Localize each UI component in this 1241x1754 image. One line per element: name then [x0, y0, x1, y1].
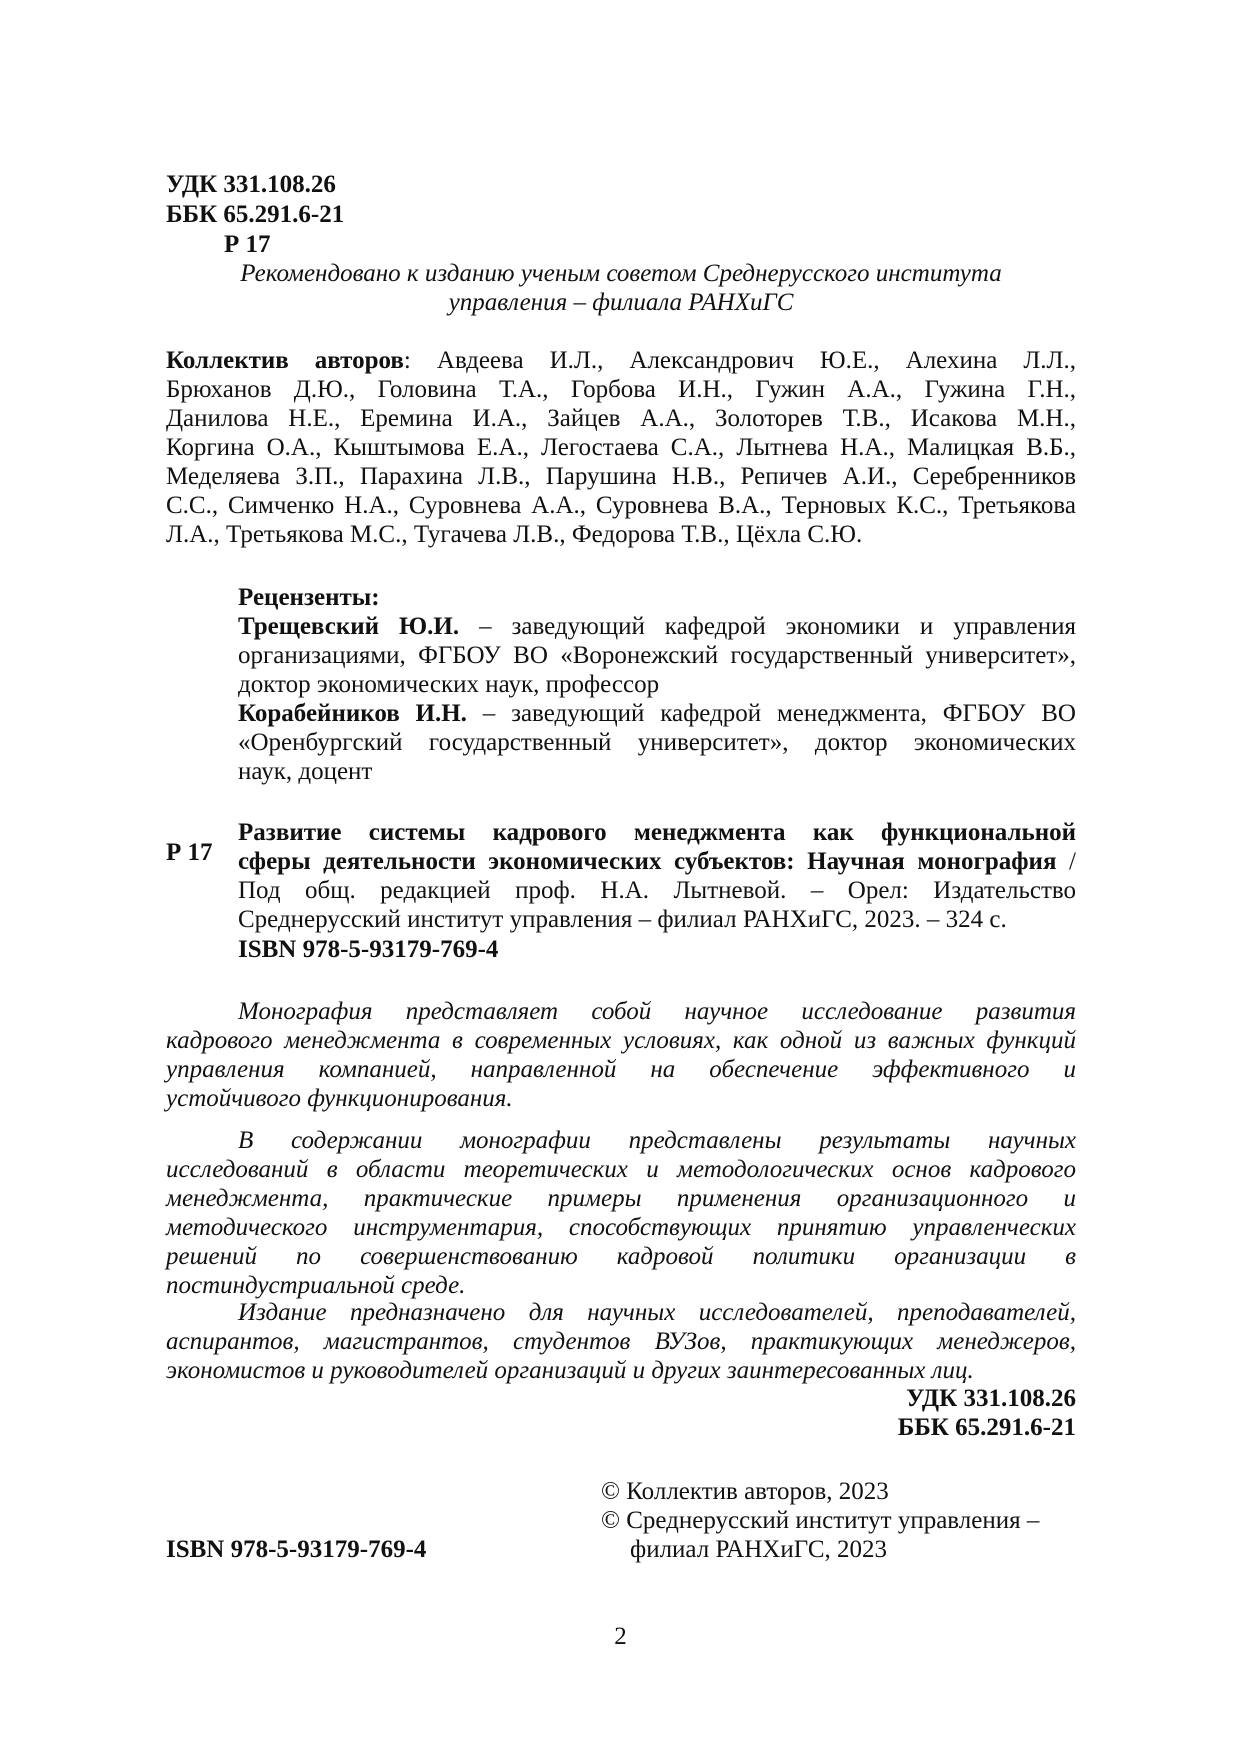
copyright-institute-cont: филиал РАНХиГС, 2023 — [630, 1536, 888, 1563]
copyright-institute: © Среднерусский институт управления – — [601, 1507, 1040, 1534]
udk-code-right: УДК 331.108.26 — [906, 1385, 1076, 1412]
authors-line: Данилова Н.Е., Еремина И.А., Зайцев А.А., Золоторев Т.В., Исакова М.Н., — [166, 405, 1076, 432]
book-record — [238, 818, 1076, 934]
reviewer-1-name: Трещевский Ю.И. — [238, 613, 460, 640]
authors-line: Л.А., Третьякова М.С., Тугачева Л.В., Федорова Т.В., Цёхла С.Ю. — [166, 521, 863, 548]
bbk-code: ББК 65.291.6-21 — [166, 201, 345, 228]
bbk-code-right: ББК 65.291.6-21 — [897, 1414, 1076, 1441]
recommendation-line-2: управления – филиала РАНХиГС — [448, 289, 794, 316]
abstract-paragraph-3: Издание предназначено для научных исследователей, преподавателей, аспирантов, магистрантов, студентов ВУЗов, практикующих менеджеров, экономистов и руководителей организаций и других заинтересованных лиц. — [166, 1299, 1076, 1384]
book-edition-line: Под общ. редакцией проф. Н.А. Лытневой. – Орел: Издательство — [238, 877, 1076, 904]
authors-line: С.С., Симченко Н.А., Суровнева А.А., Суровнева В.А., Терновых К.С., Третьякова — [166, 492, 1076, 519]
book-title-line-1: Развитие системы кадрового менеджмента как функциональной — [238, 819, 1076, 846]
authors-line: Меделяева З.П., Парахина Л.В., Парушина Н.В., Репичев А.И., Серебренников — [166, 463, 1076, 490]
abstract-paragraph-1: Монография представляет собой научное исследование развития кадрового менеджмента в современных условиях, как одной из важных функций управления компанией, направленной на обеспечение эффективного и устойчивого функционирования. — [166, 998, 1076, 1112]
page-number: 2 — [614, 1623, 627, 1650]
book-code: Р 17 — [166, 839, 213, 866]
authors-line: Брюханов Д.Ю., Головина Т.А., Горбова И.Н., Гужин А.А., Гужина Г.Н., — [166, 376, 1076, 403]
reviewers-title: Рецензенты: — [238, 584, 380, 611]
copyright-authors: © Коллектив авторов, 2023 — [601, 1478, 889, 1505]
authors-line: Коргина О.А., Кыштымова Е.А., Легостаева С.А., Лытнева Н.А., Малицкая В.Б., — [166, 434, 1076, 461]
author-mark-code: Р 17 — [224, 231, 271, 258]
reviewer-2: Корабейников И.Н. – заведующий кафедрой менеджмента, ФГБОУ ВО «Оренбургский государственный университет», доктор экономических наук, доцент — [238, 700, 1076, 785]
recommendation-line-1: Рекомендовано к изданию ученым советом Среднерусского института — [240, 260, 1002, 287]
abstract-paragraph-2: В содержании монографии представлены результаты научных исследований в области теоретических и методологических основ кадрового менеджмента, практические примеры применения организационного и методического инструментария, способствующих принятию управленческих решений по совершенствованию кадровой политики организации в постиндустриальной среде. — [166, 1127, 1076, 1299]
reviewer-2-name: Корабейников И.Н. — [238, 700, 467, 727]
book-publisher-line: Среднерусский институт управления – филиал РАНХиГС, 2023. – 324 с. — [238, 906, 1007, 933]
authors-block — [166, 346, 1076, 549]
footer-isbn: ISBN 978-5-93179-769-4 — [166, 1536, 427, 1563]
authors-label: Коллектив авторов — [166, 347, 404, 374]
reviewer-1: Трещевский Ю.И. – заведующий кафедрой экономики и управления организациями, ФГБОУ ВО «Воронежский государственный университет», доктор экономических наук, профессор — [238, 613, 1077, 698]
udk-code: УДК 331.108.26 — [166, 171, 336, 198]
book-title-line-2: сферы деятельности экономических субъектов: Научная монография / — [238, 848, 1076, 875]
book-isbn: ISBN 978-5-93179-769-4 — [238, 936, 499, 963]
authors-line: Коллектив авторов: Авдеева И.Л., Александрович Ю.Е., Алехина Л.Л., — [166, 347, 1076, 374]
